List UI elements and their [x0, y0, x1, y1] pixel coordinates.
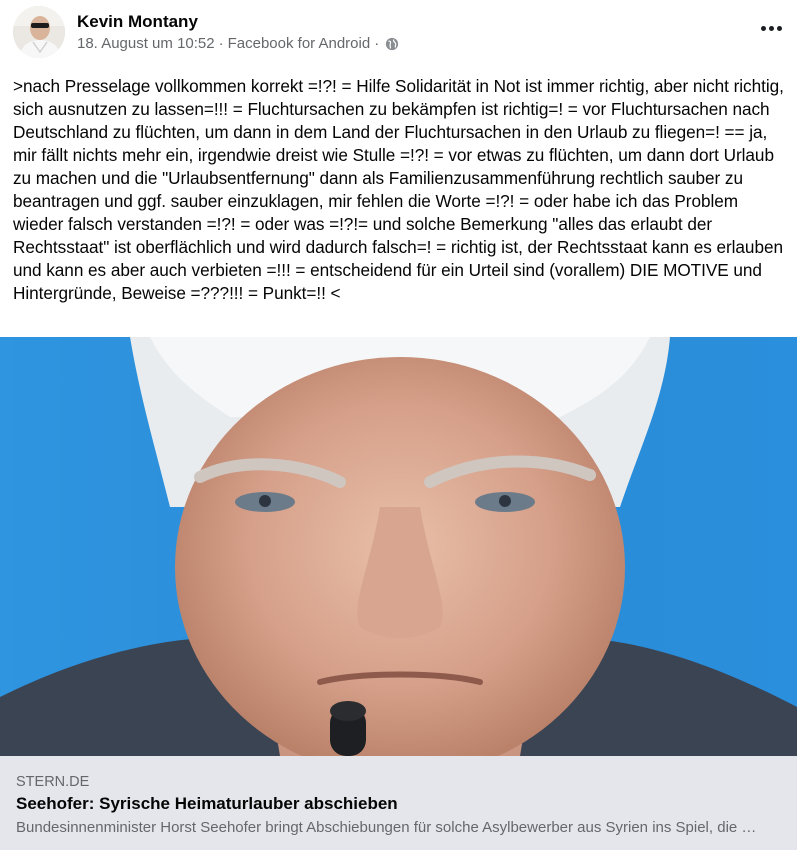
link-domain: STERN.DE	[16, 774, 90, 790]
avatar-image	[13, 6, 65, 58]
author-avatar[interactable]	[13, 6, 65, 58]
more-options-icon[interactable]	[757, 14, 785, 42]
post-text: >nach Presselage vollkommen korrekt =!?! = Hilfe Solidarität in Not ist immer richtig, aber nicht richtig, sich ausnutzen zu lassen=!!! = Fluchtursachen zu bekämpfen ist richtig=! = vor Fluchtursachen nach Deutschland zu flüchten, um dann in dem Land der Fluchtursachen in den Urlaub zu fliegen=! == ja, mir fällt nichts mehr ein, irgendwie dreist wie Stulle =!?! = vor etwas zu flüchten, um dann dort Urlaub zu machen und die "Urlaubsentfernung" dann als Familienzusammenführung rechtlich sauber zu beantragen und ggf. sauber einzuklagen, mir fehlen die Worte =!?! = oder habe ich das Problem wieder falsch verstanden =!?! = oder was =!?!= und solche Bemerkung "alles das erlaubt der Rechtsstaat" ist oberflächlich und wird dadurch falsch=! = richtig ist, der Rechtsstaat kann es erlauben und kann es aber auch verbieten =!!! = entscheidend für ein Urteil sind (vorallem) DIE MOTIVE und Hintergründe, Beweise =???!!! = Punkt=!! <	[13, 76, 784, 303]
author-name[interactable]: Kevin Montany	[77, 12, 198, 31]
link-title[interactable]: Seehofer: Syrische Heimaturlauber abschieben	[16, 794, 398, 813]
post-source: Facebook for Android	[227, 35, 371, 52]
globe-icon[interactable]	[385, 37, 399, 51]
link-description: Bundesinnenminister Horst Seehofer bringt Abschiebungen für solche Asylbewerber aus Syrien ins Spiel, die …	[16, 819, 757, 836]
post-meta	[77, 35, 399, 52]
meta-separator: ·	[218, 35, 224, 52]
post-header	[0, 0, 797, 66]
link-info	[0, 756, 797, 850]
link-preview[interactable]	[0, 337, 797, 850]
meta-separator: ·	[374, 35, 380, 52]
post-timestamp[interactable]: 18. August um 10:52	[77, 35, 215, 52]
link-image	[0, 337, 797, 756]
